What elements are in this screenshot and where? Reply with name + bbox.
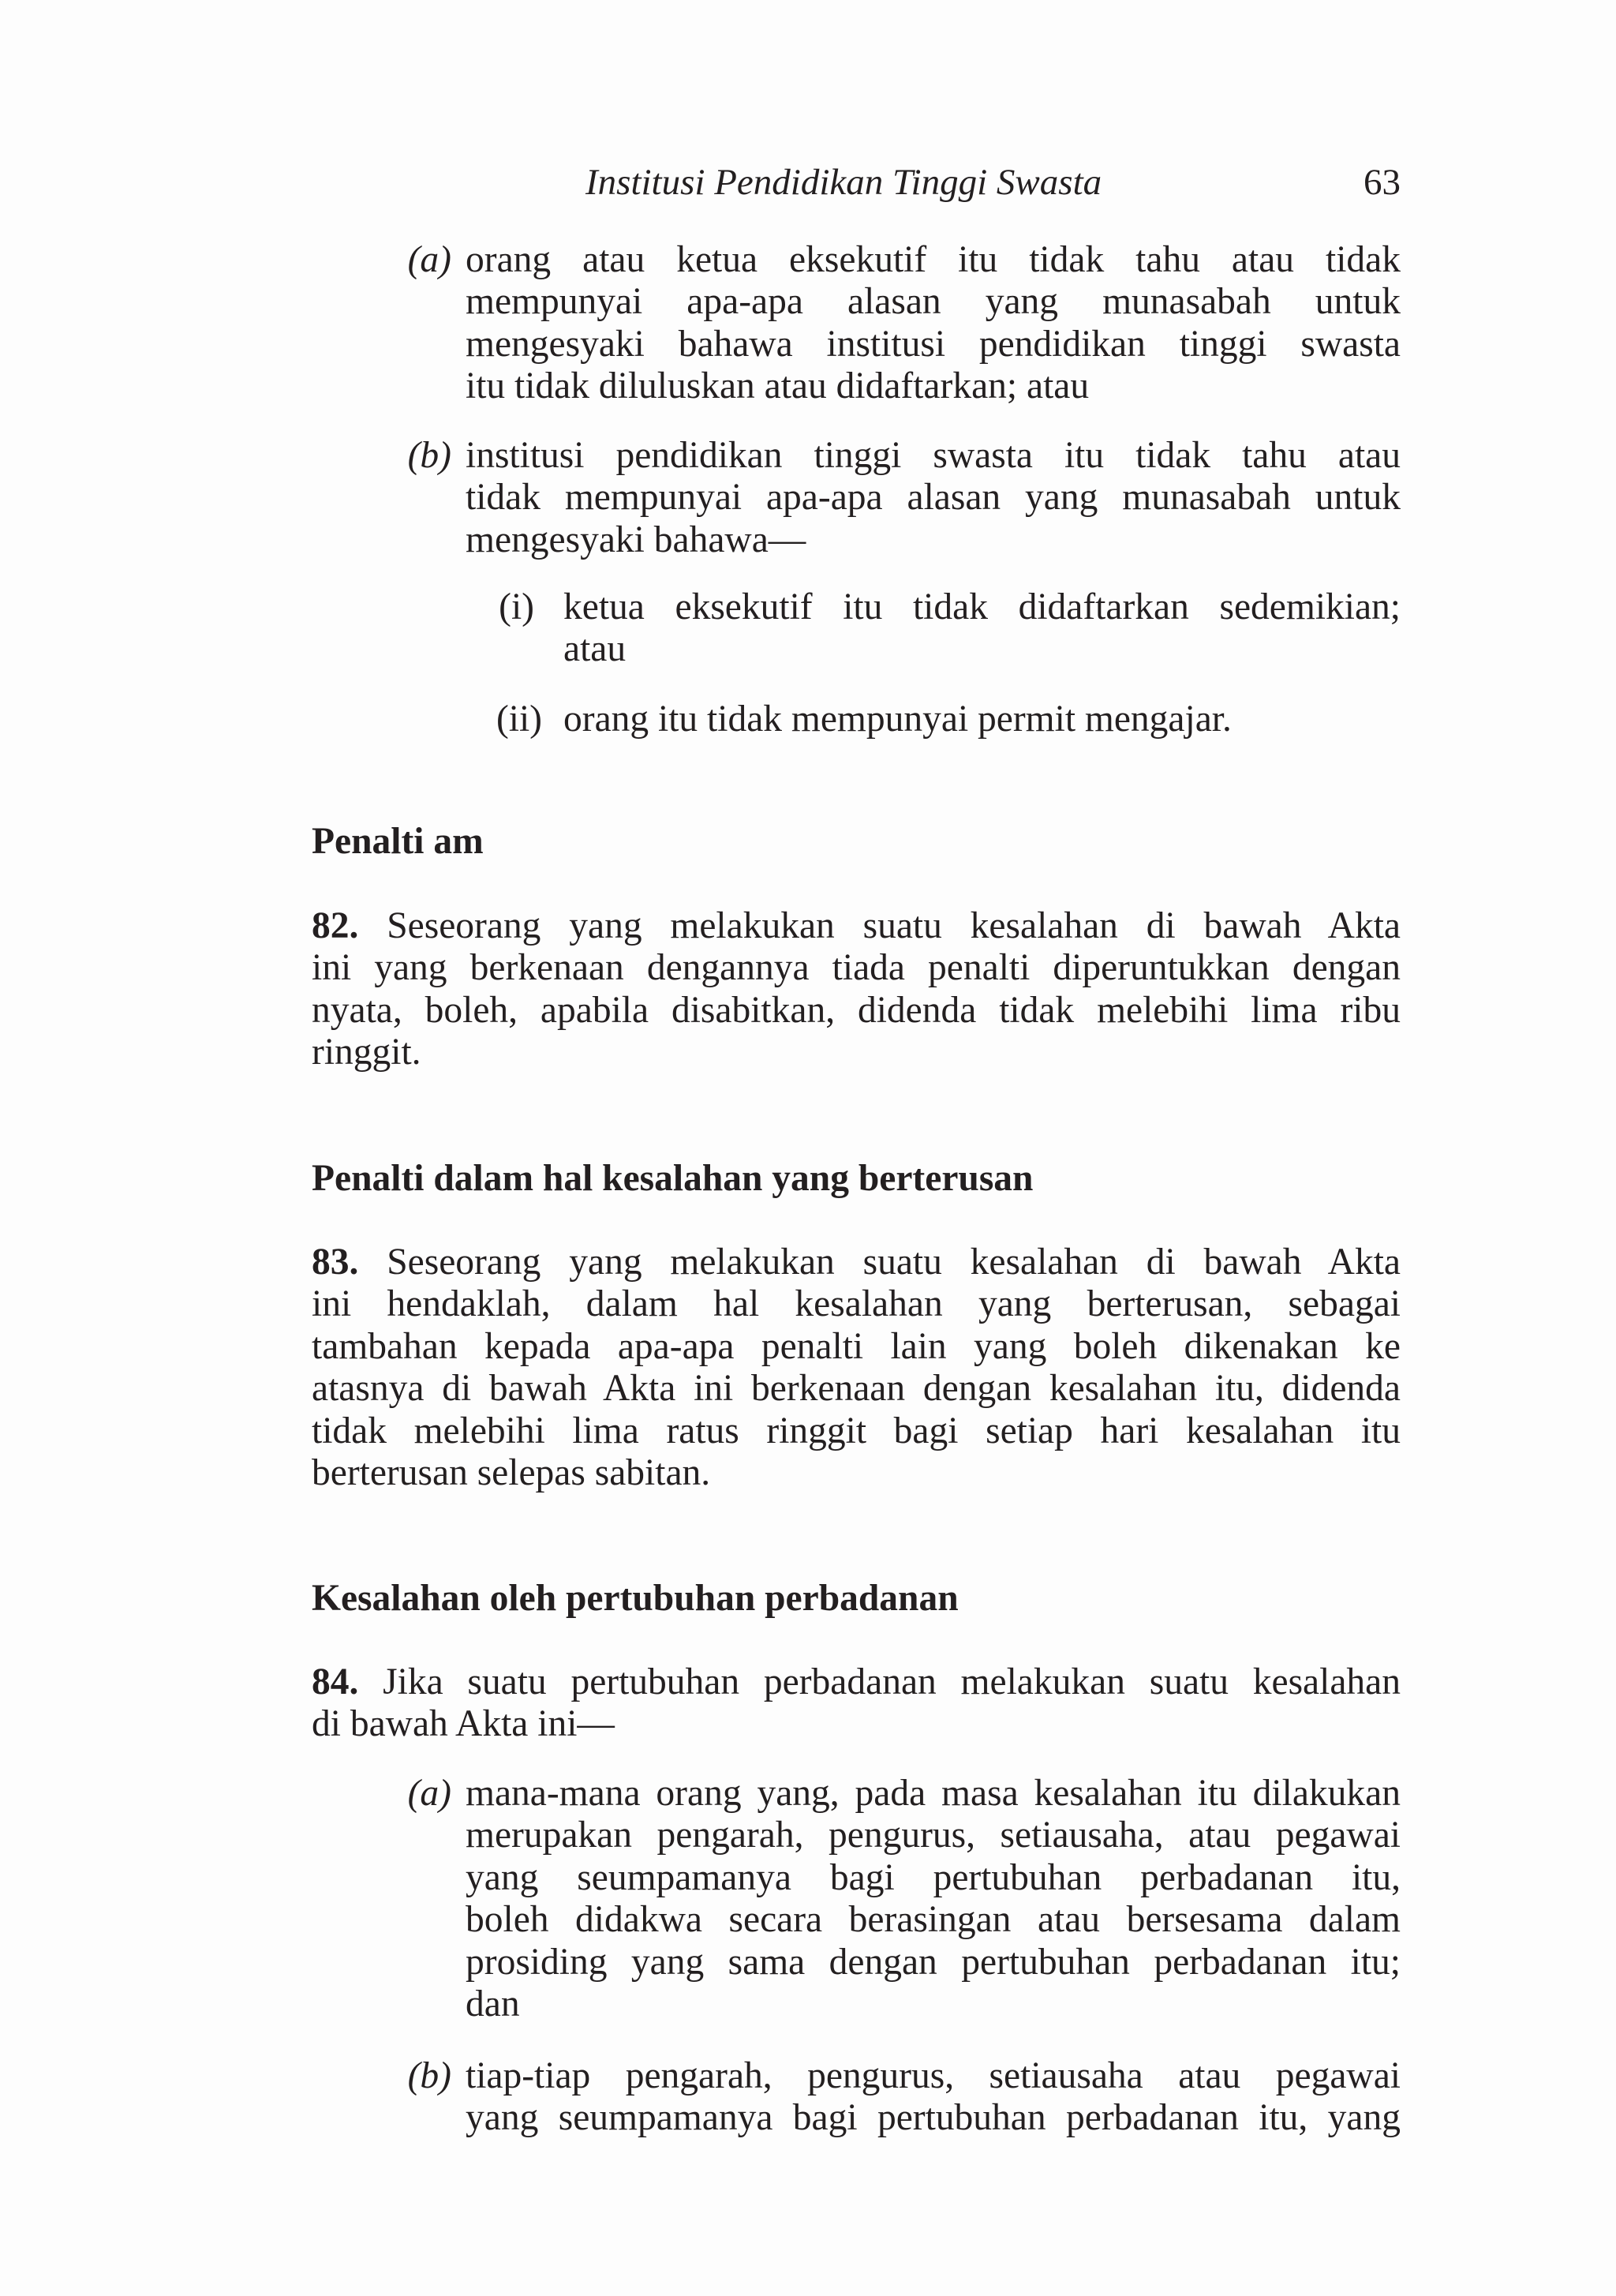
item-i-line: ketua eksekutif itu tidak didaftarkan sedemikian; <box>563 586 1401 627</box>
section-84-line: di bawah Akta ini— <box>312 1703 615 1745</box>
section-84-a-line: prosiding yang sama dengan pertubuhan perbadanan itu; <box>466 1941 1401 1983</box>
item-label-ii: (ii) <box>496 699 542 740</box>
section-83-line: tidak melebihi lima ratus ringgit bagi setiap hari kesalahan itu <box>312 1410 1401 1451</box>
section-82-line <box>312 905 1401 947</box>
item-b-line: institusi pendidikan tinggi swasta itu tidak tahu atau <box>466 435 1401 476</box>
section-84-a-line: dan <box>466 1983 520 2024</box>
item-a-line: orang atau ketua eksekutif itu tidak tahu atau tidak <box>466 239 1401 280</box>
item-b-line: mengesyaki bahawa— <box>466 519 806 560</box>
section-84-label-a: (a) <box>407 1773 451 1814</box>
section-84-line <box>312 1661 1401 1703</box>
running-title: Institusi Pendidikan Tinggi Swasta <box>585 162 1102 203</box>
section-84-number: 84. <box>312 1661 359 1702</box>
item-i-text <box>563 586 1401 671</box>
section-84-a-line: yang seumpamanya bagi pertubuhan perbadanan itu, <box>466 1856 1401 1898</box>
item-a-line: itu tidak diluluskan atau didaftarkan; atau <box>466 365 1090 407</box>
section-83-line: berterusan selepas sabitan. <box>312 1451 711 1493</box>
section-84-b-line: yang seumpamanya bagi pertubuhan perbadanan itu, yang <box>466 2097 1401 2139</box>
item-label-i: (i) <box>499 586 534 627</box>
section-84-a-line: mana-mana orang yang, pada masa kesalahan itu dilakukan <box>466 1773 1401 1814</box>
item-label-a: (a) <box>407 239 451 280</box>
section-82-line: nyata, boleh, apabila disabitkan, didenda tidak melebihi lima ribu <box>312 989 1401 1031</box>
section-82-first-line: Seseorang yang melakukan suatu kesalahan di bawah Akta <box>387 905 1401 946</box>
item-ii-line: orang itu tidak mempunyai permit mengajar. <box>563 699 1232 740</box>
section-82-line: ringgit. <box>312 1032 421 1073</box>
item-b-line: tidak mempunyai apa-apa alasan yang munasabah untuk <box>466 477 1401 519</box>
item-a-line: mempunyai apa-apa alasan yang munasabah untuk <box>466 281 1401 323</box>
item-label-b: (b) <box>407 435 451 476</box>
section-82-line: ini yang berkenaan dengannya tiada penalti diperuntukkan dengan <box>312 947 1401 989</box>
item-i-line: atau <box>563 628 627 670</box>
section-84-b-line: tiap-tiap pengarah, pengurus, setiausaha atau pegawai <box>466 2055 1401 2096</box>
section-83-line <box>312 1242 1401 1283</box>
section-83-body <box>312 1242 1401 1494</box>
page-number: 63 <box>1364 162 1401 203</box>
section-83-heading: Penalti dalam hal kesalahan yang berterusan <box>312 1158 1034 1199</box>
section-83-line: tambahan kepada apa-apa penalti lain yang boleh dikenakan ke <box>312 1325 1401 1367</box>
section-84-heading: Kesalahan oleh pertubuhan perbadanan <box>312 1578 959 1619</box>
section-84-body <box>312 1661 1401 1746</box>
section-84-item-a <box>466 1773 1401 2025</box>
item-ii-text <box>563 699 1401 740</box>
section-83-first-line: Seseorang yang melakukan suatu kesalahan di bawah Akta <box>387 1242 1401 1283</box>
item-a-line: mengesyaki bahawa institusi pendidikan tinggi swasta <box>466 323 1401 365</box>
section-82-heading: Penalti am <box>312 821 484 862</box>
section-84-a-line: merupakan pengarah, pengurus, setiausaha, atau pegawai <box>466 1815 1401 1856</box>
section-83-line: atasnya di bawah Akta ini berkenaan dengan kesalahan itu, didenda <box>312 1368 1401 1410</box>
section-82-body <box>312 905 1401 1074</box>
section-84-a-line: boleh didakwa secara berasingan atau bersesama dalam <box>466 1899 1401 1941</box>
section-84-first-line: Jika suatu pertubuhan perbadanan melakukan suatu kesalahan <box>383 1661 1401 1702</box>
item-b-text <box>466 435 1401 561</box>
section-84-label-b: (b) <box>407 2055 451 2096</box>
section-84-item-b <box>466 2055 1401 2140</box>
item-a-text <box>466 239 1401 408</box>
section-83-number: 83. <box>312 1242 359 1283</box>
section-83-line: ini hendaklah, dalam hal kesalahan yang berterusan, sebagai <box>312 1283 1401 1325</box>
section-82-number: 82. <box>312 905 359 946</box>
